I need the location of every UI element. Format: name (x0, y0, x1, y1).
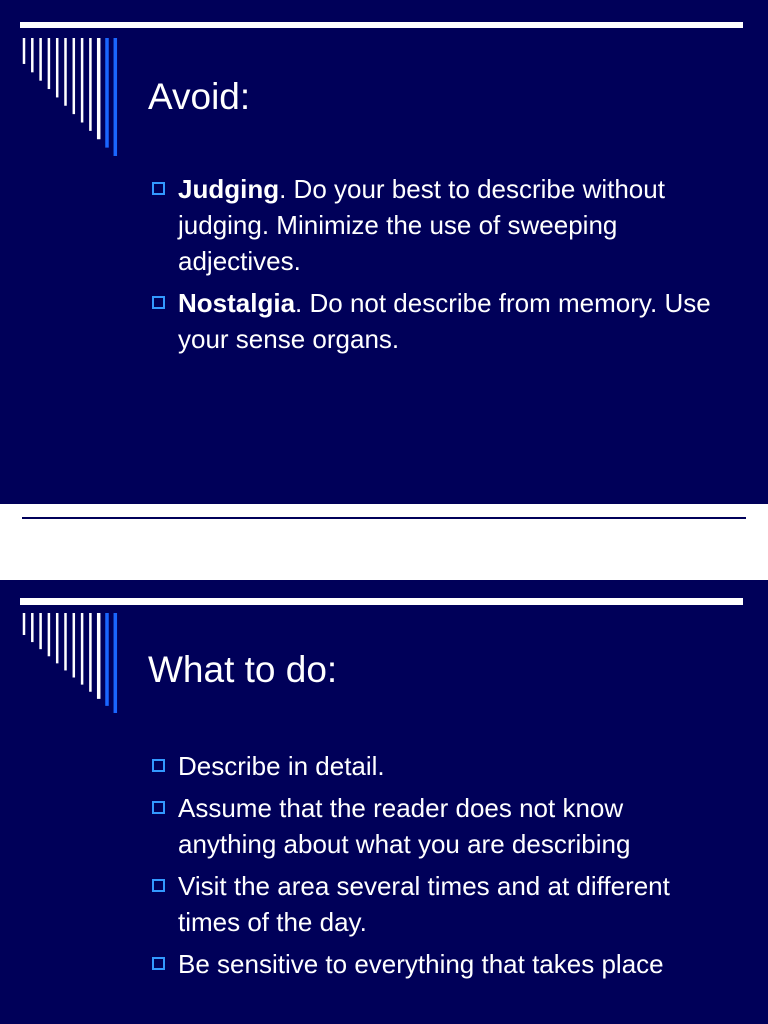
slide-what-to-do (0, 580, 768, 1024)
list-item (152, 748, 712, 784)
bullet-square-icon (152, 879, 165, 892)
slide-title: What to do: (148, 649, 338, 690)
slide-title: Avoid: (148, 76, 251, 117)
bullet-list (152, 171, 712, 363)
list-item (152, 171, 712, 279)
bullet-text: . Do not describe from memory. Use your sense organs. (178, 288, 711, 354)
bullet-text: . Do your best to describe without judging. Minimize the use of sweeping adjectives. (178, 174, 665, 276)
bullet-list (152, 748, 712, 988)
list-item (152, 790, 712, 862)
bullet-text: Be sensitive to everything that takes place (178, 949, 664, 979)
bullet-square-icon (152, 759, 165, 772)
bullet-square-icon (152, 801, 165, 814)
divider-line (22, 517, 746, 519)
bullet-square-icon (152, 182, 165, 195)
bullet-text: Describe in detail. (178, 751, 385, 781)
top-bar (20, 598, 743, 605)
list-item (152, 946, 712, 982)
slide-avoid (0, 0, 768, 504)
bullet-square-icon (152, 296, 165, 309)
list-item (152, 868, 712, 940)
top-bar (20, 22, 743, 28)
stripes-decoration-icon (22, 38, 126, 156)
stripes-decoration-icon (22, 613, 126, 713)
list-item (152, 285, 712, 357)
bullet-heading: Nostalgia (178, 288, 296, 318)
bullet-text: Assume that the reader does not know anything about what you are describing (178, 793, 631, 859)
bullet-square-icon (152, 957, 165, 970)
bullet-text: Visit the area several times and at different times of the day. (178, 871, 670, 937)
bullet-heading: Judging (178, 174, 280, 204)
